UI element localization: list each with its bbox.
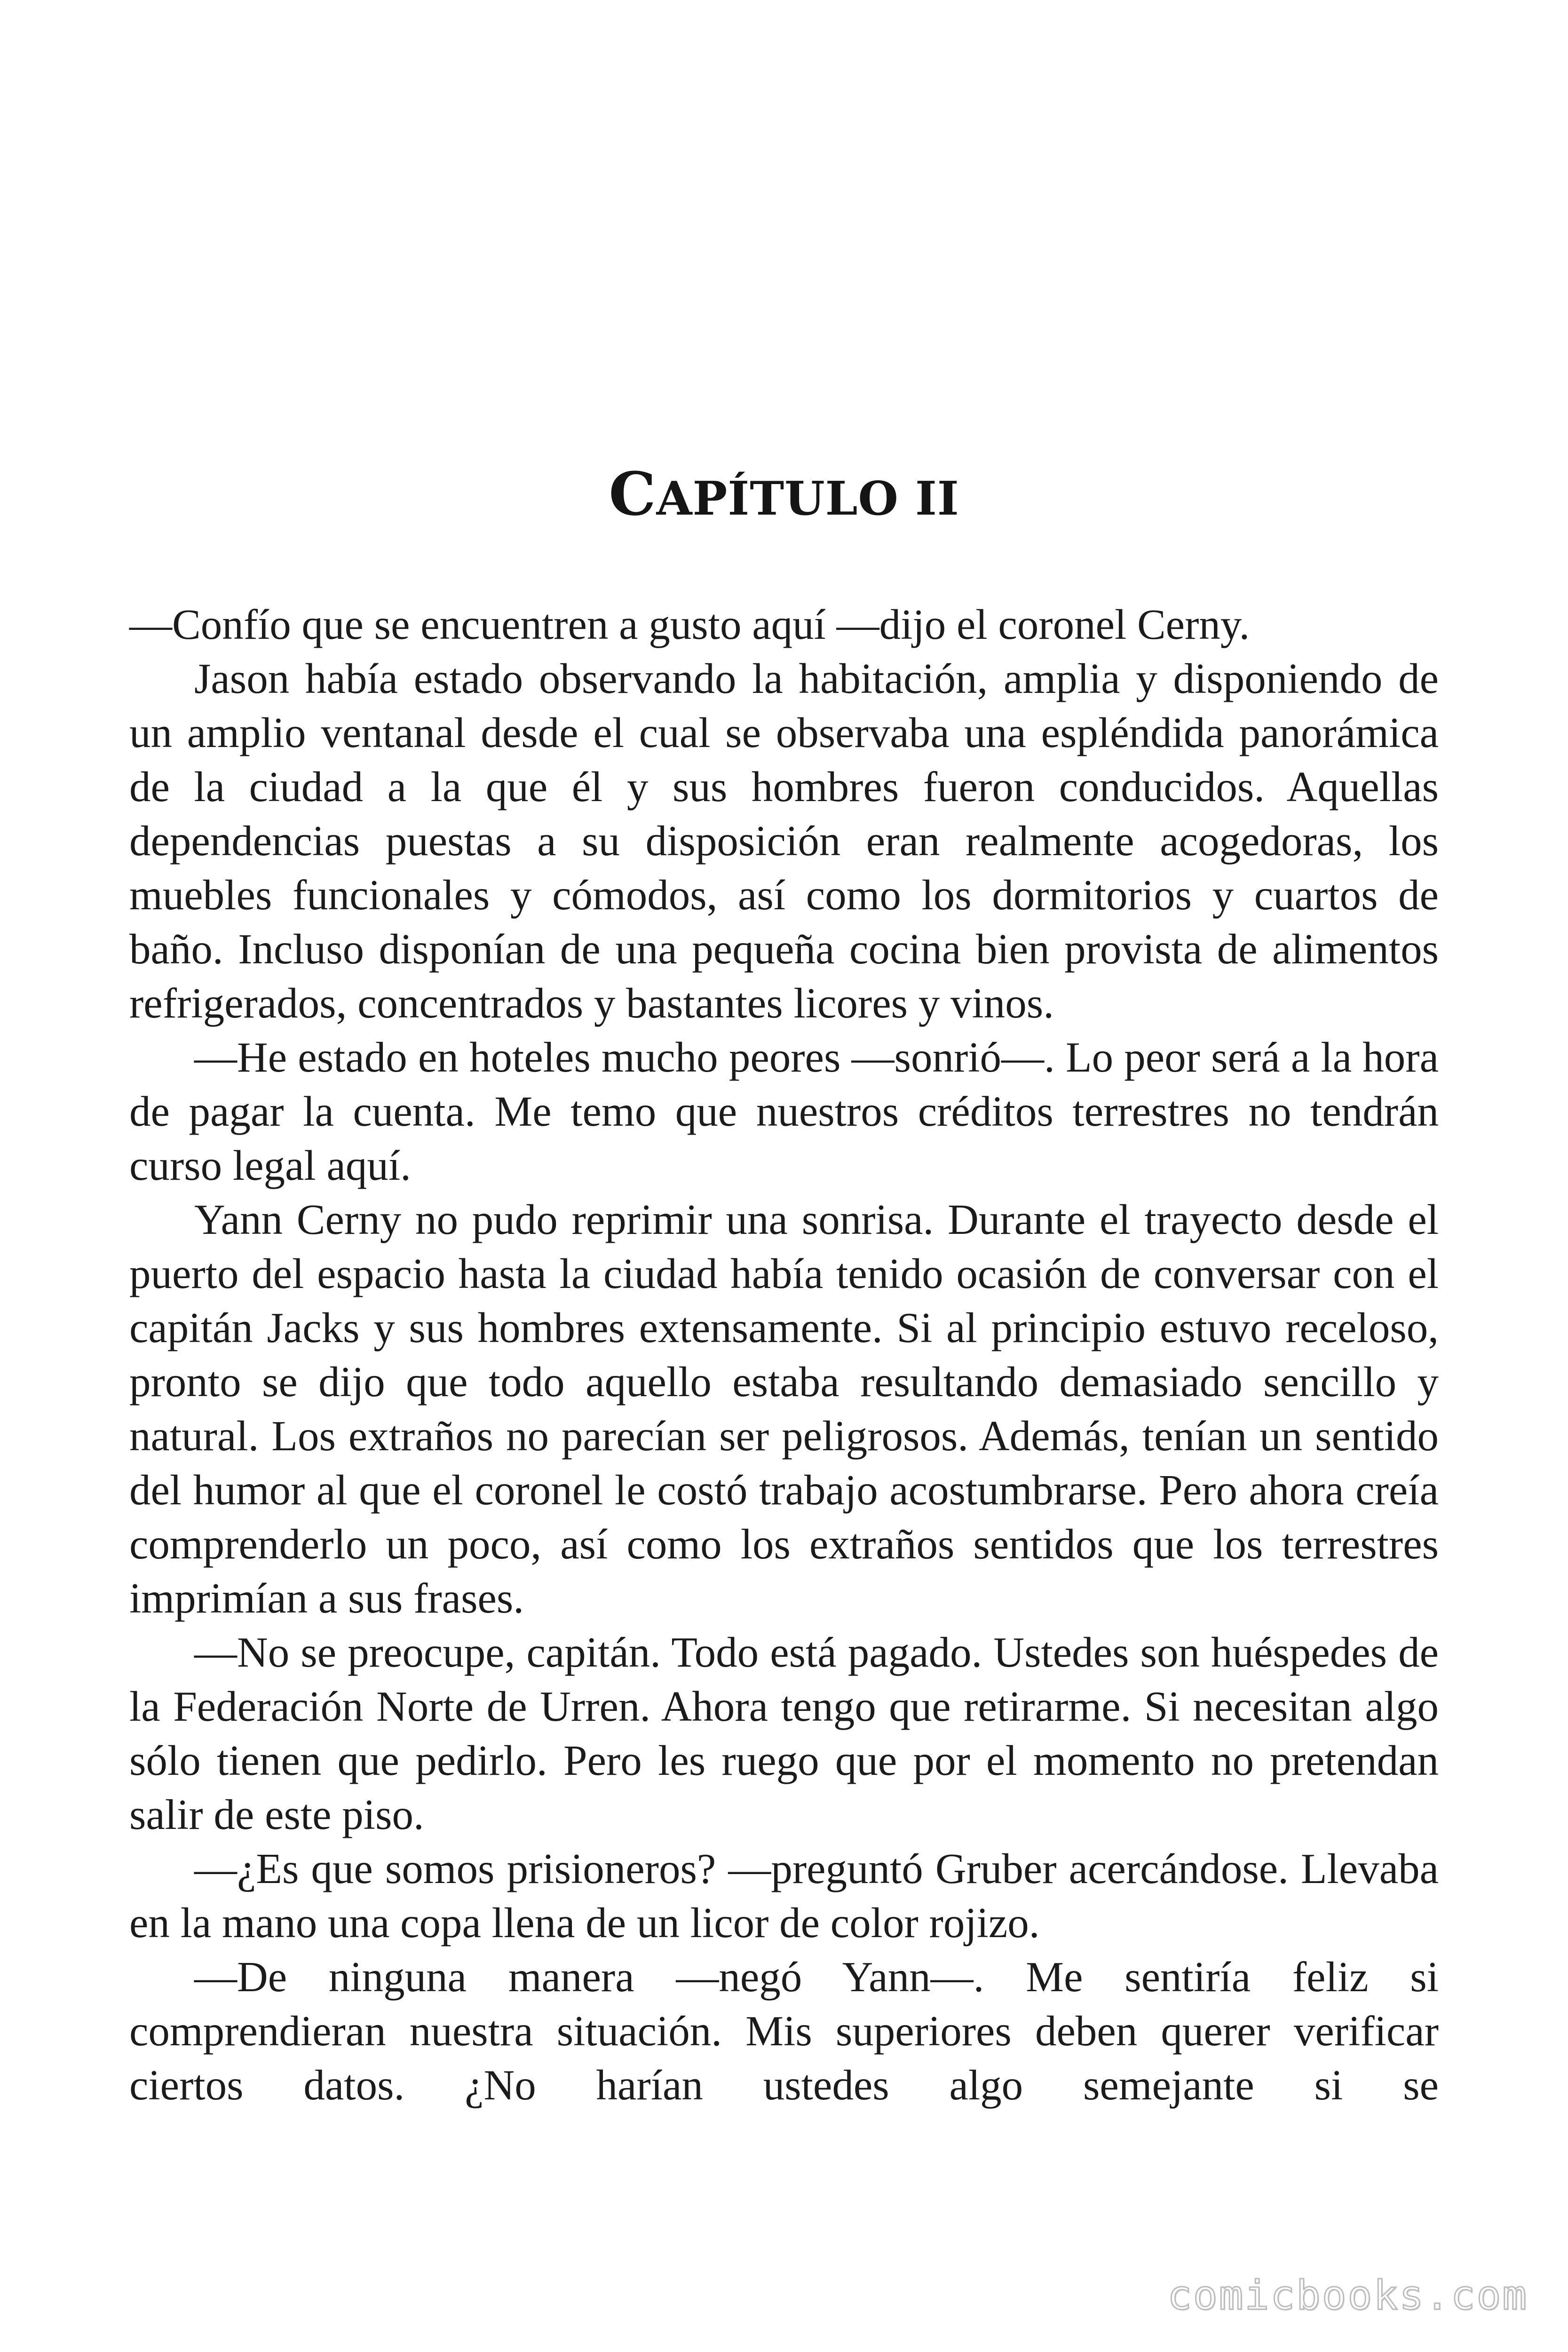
paragraph: —He estado en hoteles mucho peores —sonrió—. Lo peor será a la hora de pagar la cuenta. Me temo que nuestros créditos terrestres no tendrán curso legal aquí.	[129, 1033, 1439, 1189]
watermark: comicbooks.com	[1167, 2272, 1528, 2319]
chapter-title	[0, 459, 1568, 534]
paragraph: —Confío que se encuentren a gusto aquí —dijo el coronel Cerny.	[129, 601, 1250, 648]
paragraph: —No se preocupe, capitán. Todo está pagado. Ustedes son huéspedes de la Federación Norte de Urren. Ahora tengo que retirarme. Si necesitan algo sólo tienen que pedirlo. Pero les ruego que por el momento no pretendan salir de este piso.	[129, 1629, 1439, 1838]
paragraph: —De ninguna manera —negó Yann—. Me sentiría feliz si comprendieran nuestra situación. Mis superiores deben querer verificar ciertos datos. ¿No harían ustedes algo semejante si se	[129, 1953, 1439, 2109]
paragraph: —¿Es que somos prisioneros? —preguntó Gruber acercándose. Llevaba en la mano una copa llena de un licor de color rojizo.	[129, 1845, 1439, 1947]
paragraph: Yann Cerny no pudo reprimir una sonrisa. Durante el trayecto desde el puerto del espacio hasta la ciudad había tenido ocasión de conversar con el capitán Jacks y sus hombres extensamente. Si al principio estuvo receloso, pronto se dijo que todo aquello estaba resultando demasiado sencillo y natural. Los extraños no parecían ser peligrosos. Además, tenían un sentido del humor al que el coronel le costó trabajo acostumbrarse. Pero ahora creía comprenderlo un poco, así como los extraños sentidos que los terrestres imprimían a sus frases.	[129, 1196, 1439, 1622]
chapter-title-rest: APÍTULO II	[656, 472, 959, 526]
chapter-title-initial: C	[609, 459, 657, 529]
paragraph: Jason había estado observando la habitación, amplia y disponiendo de un amplio ventanal desde el cual se observaba una espléndida panorámica de la ciudad a la que él y sus hombres fueron conducidos. Aquellas dependencias puestas a su disposición eran realmente acogedoras, los muebles funcionales y cómodos, así como los dormitorios y cuartos de baño. Incluso disponían de una pequeña cocina bien provista de alimentos refrigerados, concentrados y bastantes licores y vinos.	[129, 655, 1439, 1027]
chapter-body	[129, 597, 1439, 2112]
